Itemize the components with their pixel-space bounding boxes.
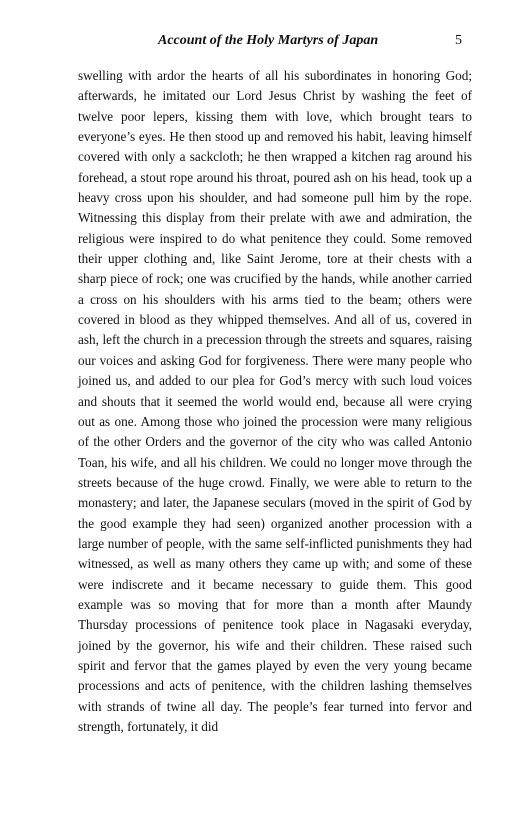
body-paragraph: swelling with ardor the hearts of all his subordinates in honoring God; afterwards, he imitated our Lord Jesus Christ by washing the feet of twelve poor lepers, kissing them with love, which brought tears to everyone’s eyes. He then stood up and removed his habit, leaving himself covered with only a sackcloth; he then wrapped a kitchen rag around his forehead, a stout rope around his throat, poured ash on his head, took up a heavy cross upon his shoulder, and had someone pull him by the rope. Witnessing this display from their prelate with awe and admiration, the religious were inspired to do what penitence they could. Some removed their upper clothing and, like Saint Jerome, tore at their chests with a sharp piece of rock; one was crucified by the hands, while another carried a cross on his shoulders with his arms tied to the beam; others were covered in blood as they whipped themselves. And all of us, covered in ash, left the church in a precession through the streets and squares, raising our voices and asking God for forgiveness. There were many people who joined us, and added to our plea for God’s mercy with such loud voices and shouts that it seemed the world would end, because all were crying out as one. Among those who joined the procession were many religious of the other Orders and the governor of the city who was called Antonio Toan, his wife, and all his children. We could no longer move through the streets because of the huge crowd. Finally, we were able to return to the monastery; and later, the Japanese seculars (moved in the spirit of God by the good example they had seen) organized another procession with a large number of people, with the same self-inflicted punishments they had witnessed, as well as many others they came up with; and some of these were indiscrete and it became necessary to guide them. This good example was so moving that for more than a month after Maundy Thursday processions of penitence took place in Nagasaki everyday, joined by the governor, his wife and their children. These raised such spirit and fervor that the games played by even the very young became processions and acts of penitence, with the children lashing themselves with strands of twine all day. The people’s fear turned into fervor and strength, fortunately, it did	[78, 68, 472, 734]
running-title: Account of the Holy Martyrs of Japan	[158, 33, 379, 48]
page-number: 5	[455, 33, 462, 48]
running-header	[78, 33, 472, 55]
